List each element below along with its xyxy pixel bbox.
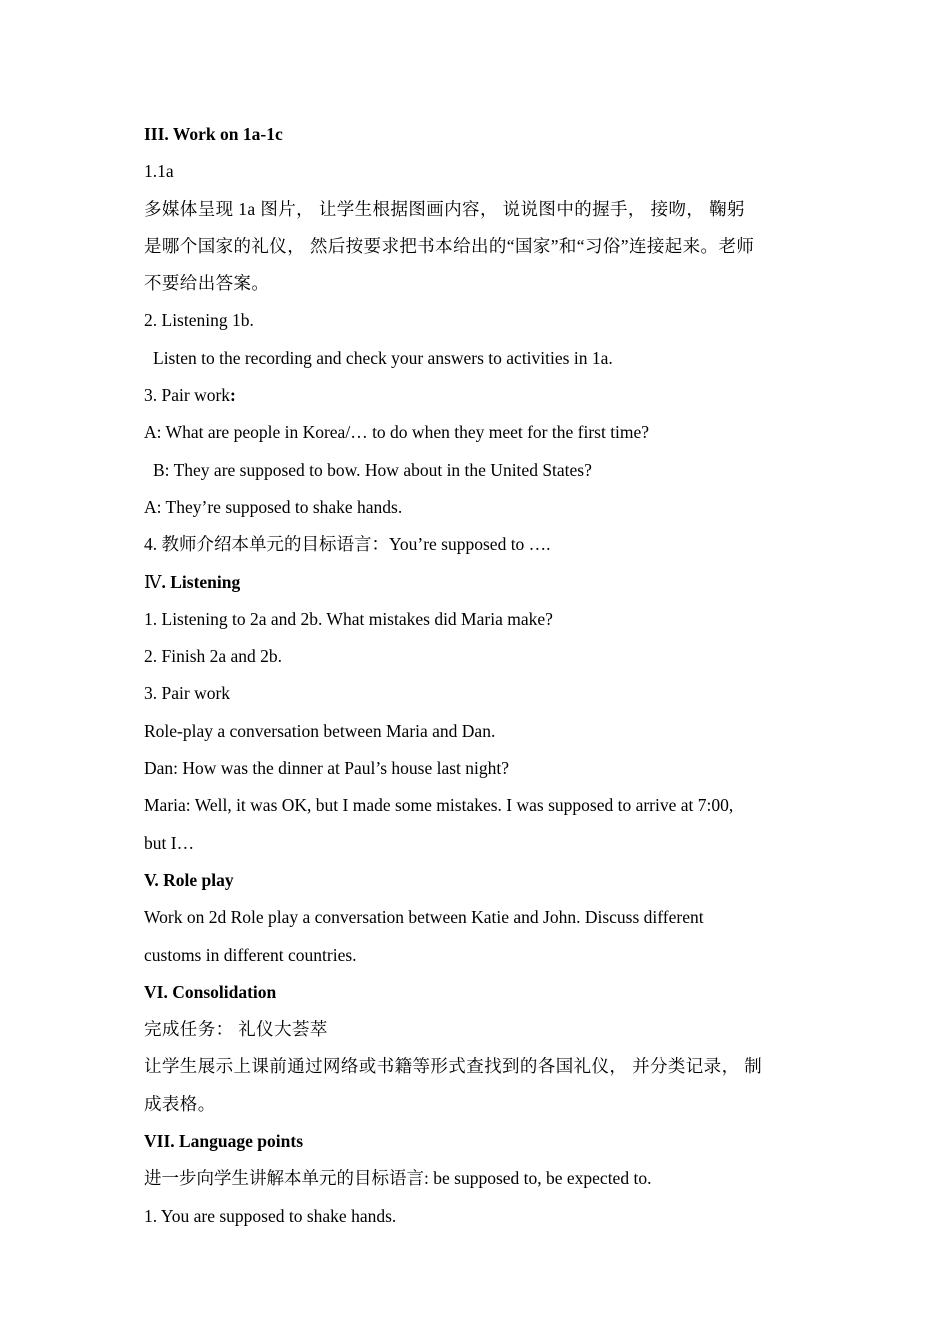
step-target-language: 4. 教师介绍本单元的目标语言：You’re supposed to …. (144, 534, 551, 555)
language-points-intro: 进一步向学生讲解本单元的目标语言: be supposed to, be expected to. (144, 1168, 652, 1189)
role-play-2d-line1: Work on 2d Role play a conversation between Katie and John. Discuss different (144, 907, 704, 928)
dialogue-line-a1: A: What are people in Korea/… to do when they meet for the first time? (144, 422, 650, 443)
pair-work-label: 3. Pair work (144, 385, 231, 406)
language-point-1: 1. You are supposed to shake hands. (144, 1205, 397, 1226)
dialogue-maria-line1: Maria: Well, it was OK, but I made some mistakes. I was supposed to arrive at 7:00, (144, 795, 734, 816)
paragraph-1a-instruction-line1: 多媒体呈现 1a 图片， 让学生根据图画内容， 说说图中的握手， 接吻， 鞠躬 (144, 198, 745, 219)
section-heading-language-points: VII. Language points (144, 1131, 304, 1152)
roman-numeral-iv: Ⅳ (144, 571, 162, 592)
section-heading-listening (144, 564, 816, 601)
step-pair-work (144, 377, 816, 414)
dialogue-maria-line2: but I… (144, 832, 195, 853)
step-1a: 1.1a (144, 161, 174, 182)
listening-1b-instruction: Listen to the recording and check your answers to activities in 1a. (153, 347, 613, 368)
pair-work-colon: : (230, 385, 236, 406)
section-heading-work-on-1a-1c: III. Work on 1a-1c (144, 124, 283, 144)
consolidation-paragraph-line2: 成表格。 (144, 1093, 216, 1114)
listening-step-3: 3. Pair work (144, 683, 231, 704)
dialogue-dan: Dan: How was the dinner at Paul’s house last night? (144, 758, 510, 779)
dialogue-line-b1: B: They are supposed to bow. How about in the United States? (153, 459, 592, 480)
step-listening-1b: 2. Listening 1b. (144, 310, 254, 331)
paragraph-1a-instruction-line2: 是哪个国家的礼仪， 然后按要求把书本给出的“国家”和“习俗”连接起来。老师 (144, 235, 755, 256)
listening-step-2: 2. Finish 2a and 2b. (144, 646, 283, 667)
paragraph-1a-instruction-line3: 不要给出答案。 (144, 273, 270, 294)
consolidation-task: 完成任务： 礼仪大荟萃 (144, 1019, 328, 1040)
dialogue-line-a2: A: They’re supposed to shake hands. (144, 496, 403, 517)
document-page (144, 116, 816, 1235)
listening-step-1: 1. Listening to 2a and 2b. What mistakes did Maria make? (144, 608, 553, 629)
consolidation-paragraph-line1: 让学生展示上课前通过网络或书籍等形式查找到的各国礼仪， 并分类记录， 制 (144, 1056, 763, 1077)
section-heading-consolidation: VI. Consolidation (144, 981, 277, 1002)
section-heading-role-play: V. Role play (144, 869, 234, 890)
role-play-instruction: Role-play a conversation between Maria and Dan. (144, 720, 496, 741)
role-play-2d-line2: customs in different countries. (144, 944, 357, 965)
listening-heading-text: . Listening (161, 571, 241, 592)
